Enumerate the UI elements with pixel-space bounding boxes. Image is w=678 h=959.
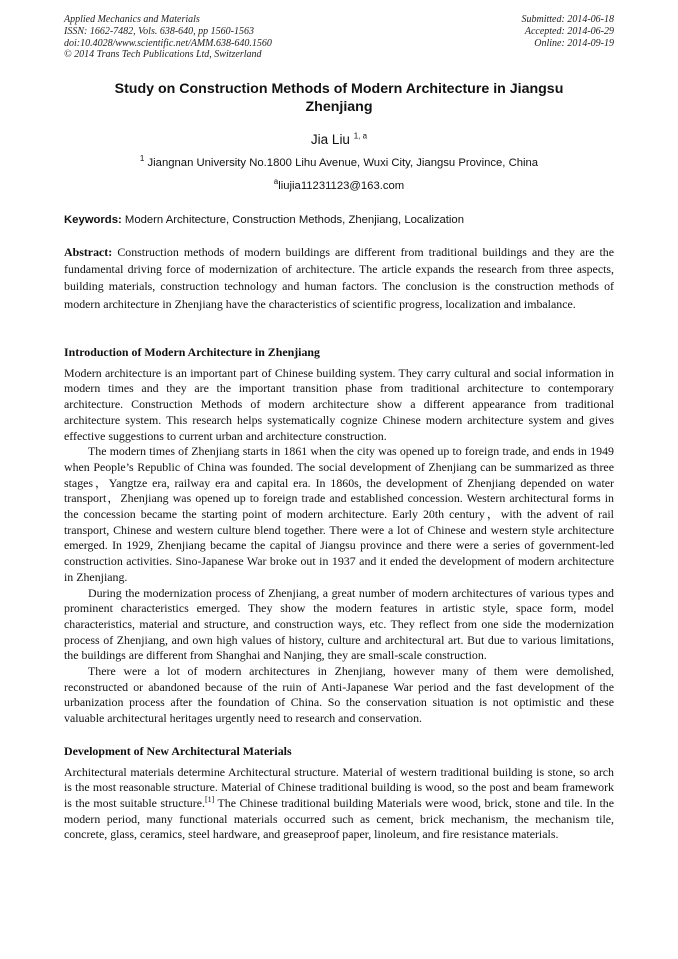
paragraph: The modern times of Zhenjiang starts in 1861 when the city was opened up to foreign trade, and ends in 1949 when People’s Republic of China was founded. The social development of Zhenjiang can be summarized as three stages，Yangtze era, railway era and capital era. In 1860s, the development of Zhenjiang depended on water transport，Zhenjiang was opened up to foreign trade and established concession. Western architectural forms in the concession became the starting point of modern architecture. Early 20th century，with the advent of rail transport, Chinese and western culture blend together. There were a lot of Chinese and western style architecture emerged. In 1929, Zhenjiang became the capital of Jiangsu province and there were a series of government-led construction activities. Sino-Japanese War broke out in 1937 and it ended the development of modern architecture in Zhenjiang. [64, 444, 614, 584]
journal-copyright: © 2014 Trans Tech Publications Ltd, Switzerland [64, 49, 262, 61]
affiliation [0, 154, 678, 169]
email-marker: a [273, 177, 279, 187]
paragraph: Modern architecture is an important part of Chinese building system. They carry cultural and social information in modern times and they are the important transition phase from traditional architecture to contemporary architecture. Construction Methods of modern architecture show a different appearance from traditional architecture system. This research helps systematically cognize Chinese modern architecture system and gives effective suggestions to current urban and architecture construction. [64, 365, 614, 443]
author-line [0, 132, 678, 147]
keywords [64, 214, 614, 226]
abstract [64, 244, 614, 313]
section-heading-introduction: Introduction of Modern Architecture in Zhenjiang [64, 345, 320, 359]
email-text: liujia11231123@163.com [278, 180, 405, 192]
citation-reference[interactable]: [1] [204, 795, 215, 805]
journal-doi: doi:10.4028/www.scientific.net/AMM.638-640.1560 [64, 37, 272, 49]
affiliation-text: Jiangnan University No.1800 Lihu Avenue, Wuxi City, Jiangsu Province, China [147, 157, 539, 169]
journal-name: Applied Mechanics and Materials [64, 14, 200, 25]
paragraph: There were a lot of modern architectures in Zhenjiang, however many of them were demolished, reconstructed or abandoned because of the ruin of Anti-Japanese War period and the fast development of the urbanization process after the foundation of China. So the conservation situation is not optimistic and these valuable architectural heritages urgently need to research and conservation. [64, 664, 614, 726]
author-name: Jia Liu [310, 132, 350, 147]
journal-info [64, 14, 272, 61]
paragraph: During the modernization process of Zhenjiang, a great number of modern architectures of various types and prominent characteristics emerged. They show the modern features in artistic style, space form, model characteristics, material and structure, and construction ways, etc. They reflect from one side the modernization process of Zhenjiang, and own high values of history, culture and architectural art. But due to various limitations, the buildings are different from Shanghai and Nanjing, they are small-scale construction. [64, 585, 614, 663]
paragraph-text: Architectural materials determine Architectural structure. Material of western traditional building is stone, so arch is the most reasonable structure. Material of Chinese traditional building is wood, so the post and beam framework is the most suitable structure. [64, 764, 614, 810]
paragraph-text: The Chinese traditional building Materials were wood, brick, stone and tile. In the modern period, many functional materials occurred such as cement, brick mechanism, the mechanism tile, concrete, glass, ceramics, steel hardware, and greaseproof paper, linoleum, and fire resistance materials. [64, 795, 614, 842]
online-date: Online: 2014-09-19 [534, 37, 614, 49]
section-heading-materials: Development of New Architectural Materials [64, 743, 292, 758]
main-body [64, 345, 614, 843]
paper-title: Study on Construction Methods of Modern Architecture in Jiangsu Zhenjiang [114, 81, 564, 115]
submission-dates [522, 14, 615, 49]
submitted-date: Submitted: 2014-06-18 [521, 14, 614, 25]
author-affil-marker: 1, a [353, 131, 368, 141]
author-email [0, 177, 678, 192]
affiliation-marker: 1 [139, 154, 145, 164]
abstract-text: Construction methods of modern buildings are different from traditional buildings and they are the fundamental driving force of modernization of architecture. The article expands the research from three aspects, building materials, construction technology and human factors. The conclusion is the construction methods of modern architecture in Zhenjiang have the characteristics of scientific progress, localization and imbalance. [64, 245, 614, 311]
keywords-text: Modern Architecture, Construction Methods, Zhenjiang, Localization [124, 214, 464, 226]
abstract-label: Abstract: [64, 245, 113, 259]
keywords-label: Keywords: [64, 214, 122, 226]
accepted-date: Accepted: 2014-06-29 [524, 25, 614, 37]
journal-issn: ISSN: 1662-7482, Vols. 638-640, pp 1560-1563 [64, 25, 254, 37]
paragraph [64, 765, 614, 844]
